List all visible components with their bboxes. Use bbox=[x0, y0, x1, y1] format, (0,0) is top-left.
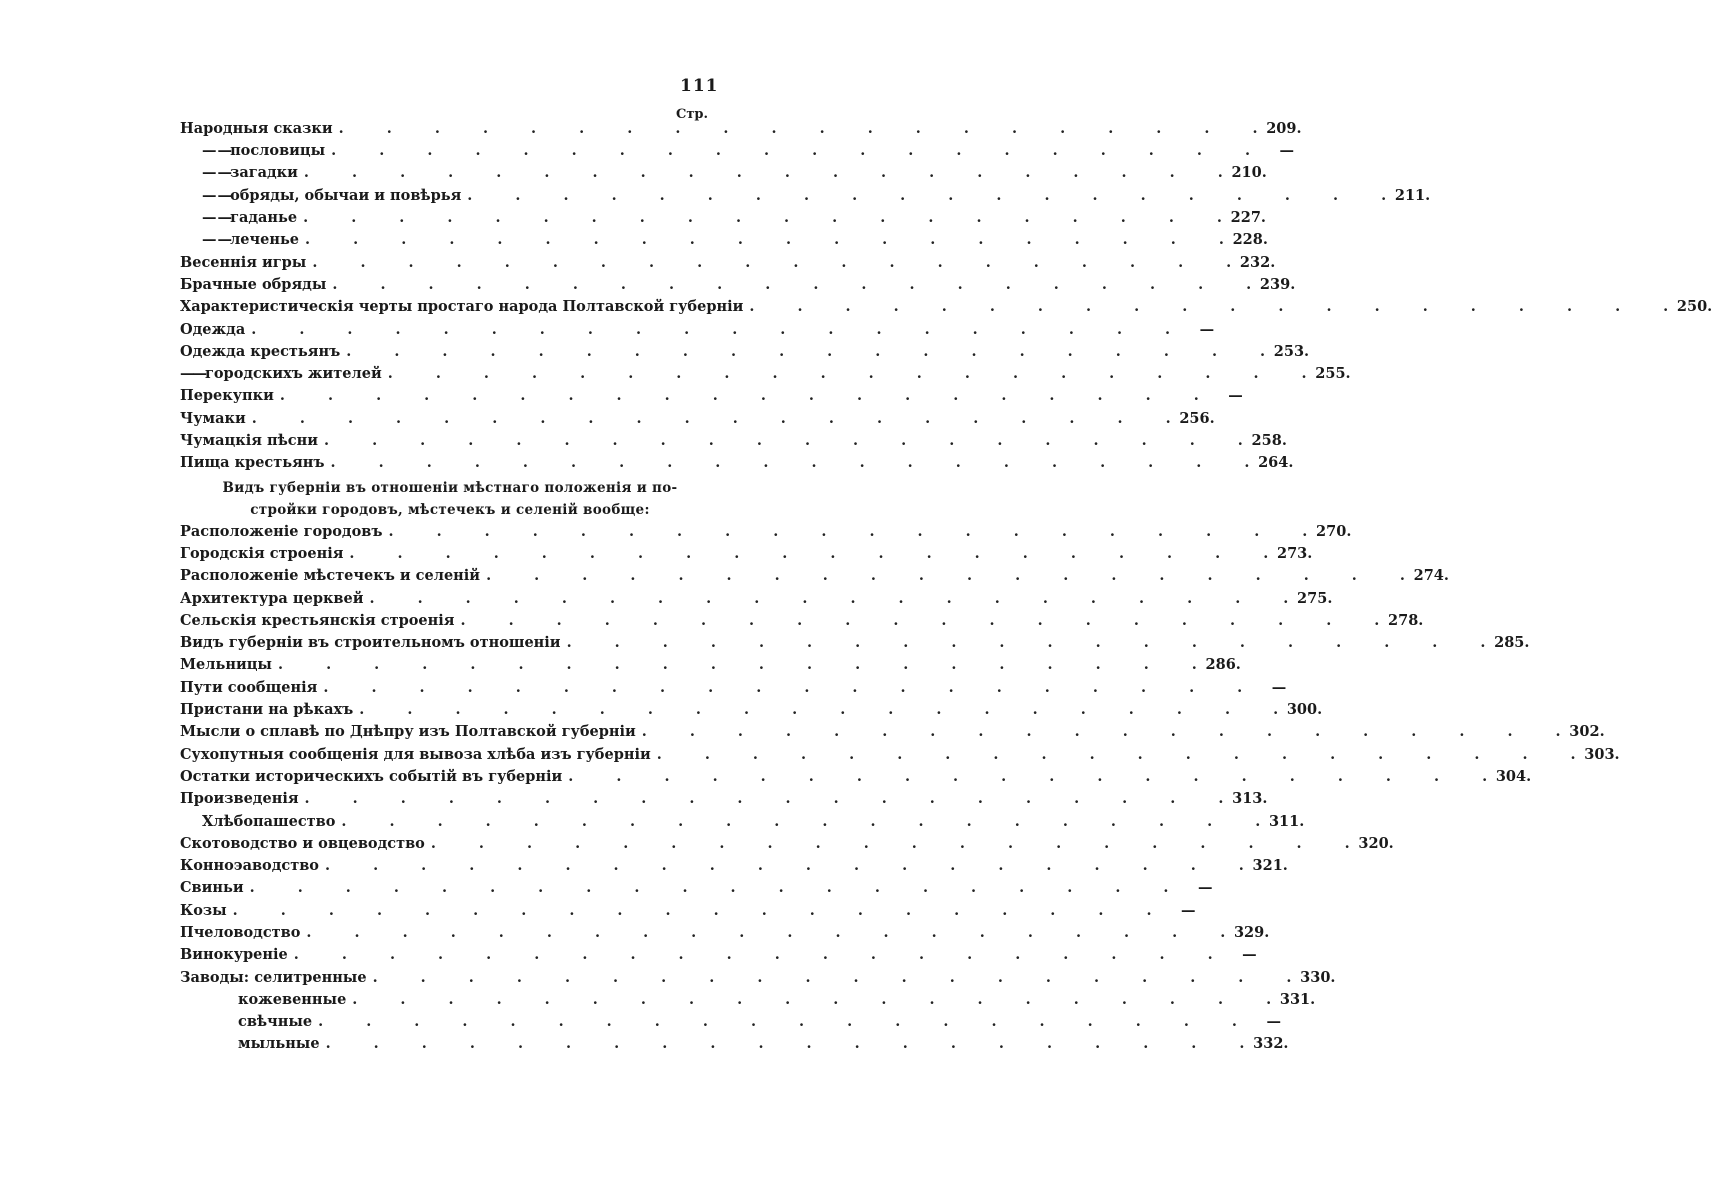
toc-entry-page: — bbox=[1279, 142, 1295, 160]
toc-entry-title: Видъ губерніи въ строительномъ отношеніи bbox=[180, 634, 561, 652]
toc-entry-page: 321. bbox=[1252, 857, 1288, 875]
toc-entry-page: 255. bbox=[1315, 365, 1351, 383]
toc-entry-page: 228. bbox=[1232, 231, 1268, 249]
toc-entry bbox=[180, 744, 1620, 766]
toc-entry-page: 232. bbox=[1239, 253, 1276, 271]
toc-entry-title: Весеннія игры bbox=[180, 253, 307, 271]
toc-entry-page: — bbox=[1228, 387, 1243, 405]
toc-entry-title: мыльные bbox=[238, 1035, 320, 1053]
page-column-label: Стр. bbox=[676, 107, 709, 122]
dot-leader: . . . . . . . . . . . . . . . . . . . . bbox=[568, 767, 1488, 785]
toc-entry-title: Одежда крестьянъ bbox=[180, 342, 341, 360]
toc-entry-title: Винокуреніе bbox=[180, 946, 288, 964]
dot-leader: . . . . . . . . . . . . . . . . . . . . bbox=[293, 946, 1213, 964]
toc-entry-title: Заводы: селитренные bbox=[180, 968, 367, 986]
dot-leader: . . . . . . . . . . . . . . . . . . . . bbox=[430, 834, 1350, 852]
toc-entry-page: 210. bbox=[1231, 164, 1267, 182]
toc-entry-title: леченье bbox=[230, 231, 300, 249]
ditto-dashes: — — bbox=[202, 164, 231, 182]
dot-leader: . . . . . . . . . . . . . . . . . . . . bbox=[303, 164, 1223, 182]
dot-leader: . . . . . . . . . . . . . . . . . . . . bbox=[325, 1035, 1245, 1053]
dot-leader: . . . . . . . . . . . . . . . . . . . . bbox=[304, 790, 1224, 808]
toc-entry bbox=[180, 833, 1394, 855]
toc-entry bbox=[180, 677, 1287, 699]
toc-entry bbox=[180, 408, 1215, 430]
dot-leader: . . . . . . . . . . . . . . . . . . . . bbox=[277, 656, 1197, 674]
toc-entry-page: 303. bbox=[1584, 745, 1620, 763]
toc-entry-title: гаданье bbox=[230, 209, 298, 227]
dot-leader: . . . . . . . . . . . . . . . . . . . . bbox=[388, 522, 1308, 540]
dot-leader: . . . . . . . . . . . . . . . . . . . . bbox=[323, 432, 1243, 450]
toc-entry bbox=[180, 900, 1196, 922]
toc-entry-title: Остатки историческихъ событій въ губерніи bbox=[180, 767, 563, 785]
toc-entry-page: 320. bbox=[1358, 834, 1394, 852]
dot-leader: . . . . . . . . . . . . . . . . . . . . bbox=[338, 119, 1258, 137]
toc-entry-title: Характеристическія черты простаго народа Полтавской губерніи bbox=[180, 298, 744, 316]
table-of-contents bbox=[180, 118, 1712, 1056]
dot-leader: . . . . . . . . . . . . . . . . . . . . bbox=[460, 611, 1380, 629]
toc-entry bbox=[180, 185, 1431, 207]
toc-entry-page: 253. bbox=[1273, 342, 1310, 360]
toc-entry-page: 300. bbox=[1286, 701, 1323, 719]
toc-entry bbox=[180, 452, 1294, 474]
dot-leader: . . . . . . . . . . . . . . . . . . . . bbox=[312, 253, 1232, 271]
toc-entry bbox=[180, 1034, 1289, 1056]
toc-entry bbox=[180, 386, 1243, 408]
toc-entry-page: — bbox=[1266, 1013, 1281, 1031]
toc-entry-title: Пища крестьянъ bbox=[180, 454, 325, 472]
toc-entry-page: — bbox=[1271, 678, 1287, 696]
toc-entry-page: 256. bbox=[1179, 409, 1215, 427]
toc-entry bbox=[180, 430, 1287, 452]
toc-entry-page: — bbox=[1181, 901, 1196, 919]
dot-leader: . . . . . . . . . . . . . . . . . . . . bbox=[352, 990, 1272, 1008]
toc-entry bbox=[180, 721, 1605, 743]
toc-entry-title: Мельницы bbox=[180, 656, 272, 674]
toc-entry-title: Пути сообщенія bbox=[180, 678, 318, 696]
toc-bottom-list bbox=[180, 521, 1620, 1056]
dot-leader: . . . . . . . . . . . . . . . . . . . . bbox=[251, 320, 1171, 338]
toc-entry bbox=[180, 229, 1268, 251]
toc-entry-title: Одежда bbox=[180, 320, 246, 338]
toc-top-list bbox=[180, 118, 1712, 475]
toc-entry-title: Мысли о сплавѣ по Днѣпру изъ Полтавской губерніи bbox=[180, 723, 636, 741]
section-heading-line1: Видъ губерніи въ отношеніи мѣстнаго положенія и по- bbox=[222, 479, 678, 496]
dot-leader: . . . . . . . . . . . . . . . . . . . . bbox=[641, 723, 1561, 741]
toc-entry bbox=[180, 655, 1241, 677]
toc-entry bbox=[180, 1011, 1281, 1033]
toc-entry bbox=[180, 341, 1310, 363]
dot-leader: . . . . . . . . . . . . . . . . . . . . bbox=[332, 275, 1252, 293]
toc-entry-page: 332. bbox=[1253, 1035, 1289, 1053]
toc-entry-page: 286. bbox=[1205, 656, 1241, 674]
toc-entry-page: 211. bbox=[1394, 186, 1431, 204]
toc-entry-title: Брачные обряды bbox=[180, 275, 327, 293]
dot-leader: . . . . . . . . . . . . . . . . . . . . bbox=[372, 968, 1292, 986]
toc-entry-title: загадки bbox=[230, 164, 298, 182]
toc-entry-title: Пчеловодство bbox=[180, 923, 301, 941]
toc-entry bbox=[180, 274, 1296, 296]
toc-entry-page: 304. bbox=[1495, 767, 1532, 785]
section-heading bbox=[180, 475, 720, 521]
toc-entry bbox=[180, 565, 1449, 587]
toc-entry bbox=[180, 811, 1305, 833]
toc-entry bbox=[180, 922, 1270, 944]
toc-entry-page: 330. bbox=[1300, 968, 1336, 986]
toc-entry bbox=[180, 319, 1215, 341]
ditto-dashes: — — bbox=[202, 186, 231, 204]
ditto-dashes: — — bbox=[202, 209, 231, 227]
toc-entry-page: 278. bbox=[1388, 611, 1424, 629]
toc-entry bbox=[180, 140, 1295, 162]
dot-leader: . . . . . . . . . . . . . . . . . . . . bbox=[369, 589, 1289, 607]
toc-entry bbox=[180, 252, 1276, 274]
toc-entry-title: Расположеніе мѣстечекъ и селеній bbox=[180, 567, 481, 585]
dot-leader: . . . . . . . . . . . . . . . . . . . . bbox=[566, 634, 1486, 652]
toc-entry-title: Козы bbox=[180, 901, 227, 919]
toc-entry-title: Чумаки bbox=[180, 409, 246, 427]
toc-entry bbox=[180, 766, 1532, 788]
toc-entry-title: Сухопутныя сообщенія для вывоза хлѣба изъ губерніи bbox=[180, 745, 651, 763]
toc-entry bbox=[180, 163, 1267, 185]
toc-entry bbox=[180, 543, 1313, 565]
toc-entry-page: 264. bbox=[1258, 454, 1294, 472]
toc-entry bbox=[180, 588, 1333, 610]
toc-entry-title: Пристани на рѣкахъ bbox=[180, 701, 354, 719]
toc-entry bbox=[180, 788, 1268, 810]
toc-entry-title: Конноэаводство bbox=[180, 857, 319, 875]
toc-entry-title: обряды, обычаи и повѣрья bbox=[230, 186, 462, 204]
toc-entry-page: 250. bbox=[1676, 298, 1712, 316]
dot-leader: . . . . . . . . . . . . . . . . . . . . bbox=[232, 901, 1152, 919]
toc-entry-page: 311. bbox=[1268, 812, 1305, 830]
ditto-dashes: — — bbox=[202, 231, 231, 249]
dot-leader: . . . . . . . . . . . . . . . . . . . . bbox=[251, 409, 1171, 427]
toc-entry-title: пословицы bbox=[230, 142, 326, 160]
toc-entry-title: Скотоводство и овцеводство bbox=[180, 834, 425, 852]
toc-entry bbox=[180, 118, 1302, 140]
toc-entry bbox=[180, 699, 1323, 721]
toc-entry-page: 285. bbox=[1494, 634, 1530, 652]
toc-entry-page: 302. bbox=[1569, 723, 1605, 741]
dot-leader: . . . . . . . . . . . . . . . . . . . . bbox=[346, 342, 1266, 360]
toc-entry-title: Расположеніе городовъ bbox=[180, 522, 383, 540]
toc-entry-title: Произведенія bbox=[180, 790, 299, 808]
toc-entry-title: городскихъ жителей bbox=[205, 365, 382, 383]
dot-leader: . . . . . . . . . . . . . . . . . . . . bbox=[330, 454, 1250, 472]
dot-leader: . . . . . . . . . . . . . . . . . . . . bbox=[387, 365, 1307, 383]
toc-entry-page: 227. bbox=[1230, 209, 1266, 227]
dot-leader: . . . . . . . . . . . . . . . . . . . . bbox=[323, 678, 1243, 696]
section-heading-line2: стройки городовъ, мѣстечекъ и селеній вообще: bbox=[250, 501, 650, 518]
dot-leader: . . . . . . . . . . . . . . . . . . . . bbox=[306, 923, 1226, 941]
dot-leader: . . . . . . . . . . . . . . . . . . . . bbox=[359, 701, 1279, 719]
ditto-dashes: — — bbox=[202, 142, 231, 160]
toc-entry-page: 239. bbox=[1259, 275, 1296, 293]
toc-entry bbox=[180, 967, 1336, 989]
toc-entry bbox=[180, 207, 1266, 229]
toc-entry-page: 329. bbox=[1233, 923, 1270, 941]
toc-entry-page: — bbox=[1242, 946, 1257, 964]
dot-leader: . . . . . . . . . . . . . . . . . . . . bbox=[305, 231, 1224, 249]
toc-entry bbox=[180, 632, 1530, 654]
dot-leader: . . . . . . . . . . . . . . . . . . . . bbox=[349, 544, 1269, 562]
toc-entry-page: — bbox=[1199, 320, 1215, 338]
dot-leader: . . . . . . . . . . . . . . . . . . . . bbox=[331, 142, 1251, 160]
ditto-dashes: —— bbox=[180, 365, 205, 383]
dot-leader: . . . . . . . . . . . . . . . . . . . . bbox=[749, 298, 1669, 316]
toc-entry-title: Чумацкія пѣсни bbox=[180, 432, 318, 450]
toc-entry-title: Архитектура церквей bbox=[180, 589, 364, 607]
toc-entry-page: 273. bbox=[1276, 544, 1313, 562]
toc-entry-title: Народныя сказки bbox=[180, 119, 333, 137]
toc-entry-title: Хлѣбопашество bbox=[202, 812, 336, 830]
toc-entry-title: Сельскія крестьянскія строенія bbox=[180, 611, 455, 629]
toc-entry-page: 313. bbox=[1232, 790, 1268, 808]
toc-entry-page: 331. bbox=[1279, 990, 1316, 1008]
toc-entry bbox=[180, 521, 1352, 543]
toc-entry bbox=[180, 855, 1288, 877]
toc-entry bbox=[180, 296, 1712, 318]
dot-leader: . . . . . . . . . . . . . . . . . . . . bbox=[341, 812, 1261, 830]
toc-entry-page: 274. bbox=[1413, 567, 1449, 585]
page-number: 111 bbox=[680, 76, 719, 96]
dot-leader: . . . . . . . . . . . . . . . . . . . . bbox=[303, 209, 1222, 227]
toc-entry-page: 275. bbox=[1297, 589, 1333, 607]
toc-entry-title: Перекупки bbox=[180, 387, 274, 405]
toc-entry-title: Городскія строенія bbox=[180, 544, 344, 562]
dot-leader: . . . . . . . . . . . . . . . . . . . . bbox=[486, 567, 1405, 585]
toc-entry-title: Свиньи bbox=[180, 879, 244, 897]
toc-entry-page: 270. bbox=[1316, 522, 1352, 540]
dot-leader: . . . . . . . . . . . . . . . . . . . . bbox=[324, 857, 1244, 875]
toc-entry-page: 209. bbox=[1266, 119, 1302, 137]
dot-leader: . . . . . . . . . . . . . . . . . . . . bbox=[249, 879, 1169, 897]
toc-entry bbox=[180, 363, 1351, 385]
toc-entry-page: — bbox=[1197, 879, 1213, 897]
toc-entry-page: 258. bbox=[1251, 432, 1287, 450]
toc-entry bbox=[180, 878, 1213, 900]
toc-entry-title: кожевенные bbox=[238, 990, 347, 1008]
toc-entry-title: свѣчные bbox=[238, 1013, 313, 1031]
toc-entry bbox=[180, 944, 1257, 966]
toc-entry bbox=[180, 610, 1424, 632]
dot-leader: . . . . . . . . . . . . . . . . . . . . bbox=[656, 745, 1576, 763]
dot-leader: . . . . . . . . . . . . . . . . . . . . bbox=[318, 1013, 1237, 1031]
dot-leader: . . . . . . . . . . . . . . . . . . . . bbox=[279, 387, 1199, 405]
dot-leader: . . . . . . . . . . . . . . . . . . . . bbox=[467, 186, 1387, 204]
toc-entry bbox=[180, 989, 1316, 1011]
